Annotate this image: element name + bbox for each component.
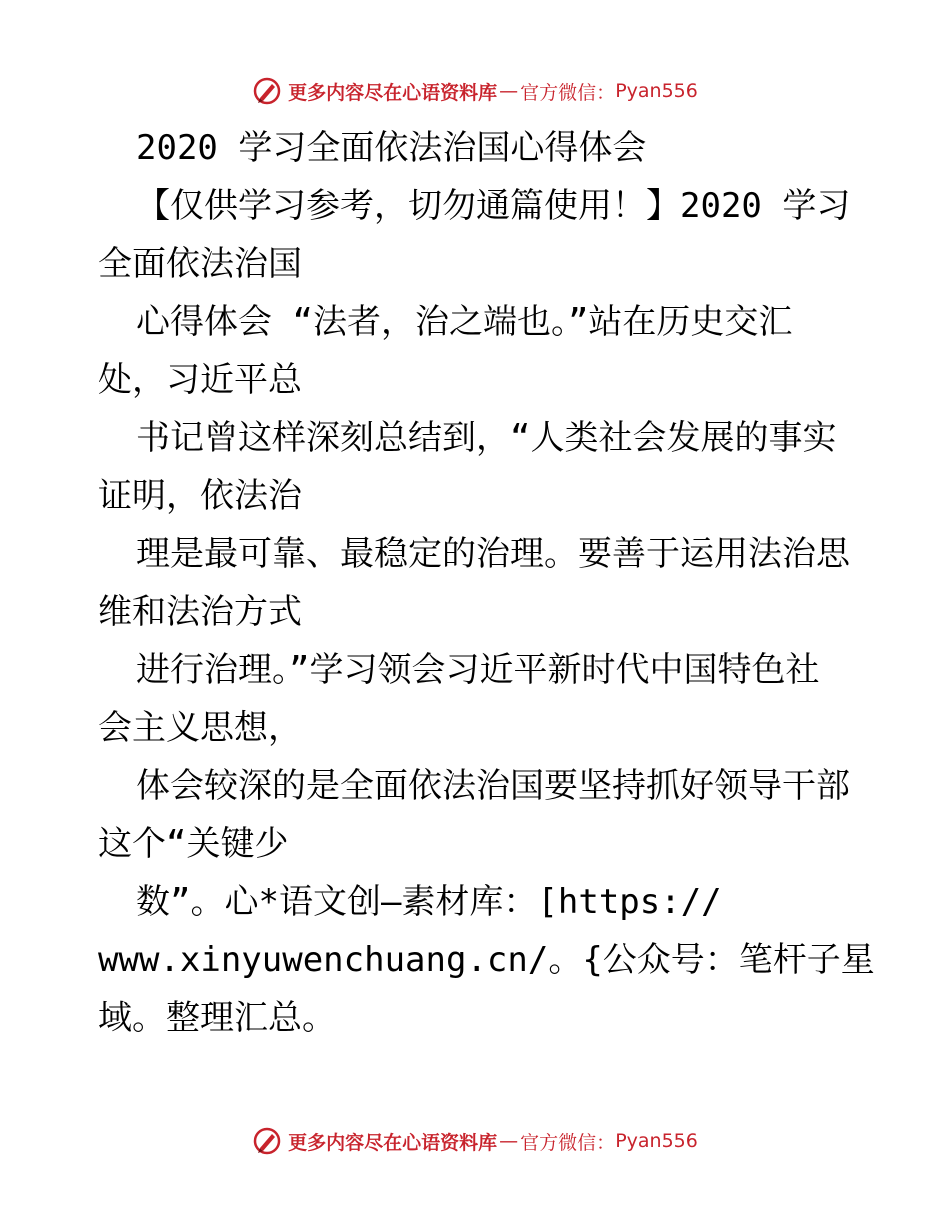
text-line: 体会较深的是全面依法治国要坚持抓好领导干部 — [136, 766, 850, 806]
banner-wechat-label: 官方微信： — [520, 1131, 616, 1154]
text-line: 全面依法治国 — [98, 244, 302, 284]
brand-logo-icon — [252, 1126, 282, 1156]
text-line: 处，习近平总 — [98, 360, 302, 400]
banner-separator: — — [499, 80, 519, 102]
text-line: 证明，依法治 — [98, 476, 302, 516]
header-banner — [0, 74, 950, 108]
text-line: 数”。心*语文创—素材库：[https:// — [136, 882, 722, 922]
text-line: 会主义思想， — [98, 708, 302, 748]
text-line: 书记曾这样深刻总结到，“人类社会发展的事实 — [136, 418, 837, 458]
footer-banner — [0, 1124, 950, 1158]
banner-wechat-id: Pyan556 — [615, 1130, 698, 1152]
text-line: 心得体会 “法者，治之端也。”站在历史交汇 — [136, 302, 793, 342]
document-title: 2020 学习全面依法治国心得体会 — [136, 128, 647, 168]
text-line: 域。整理汇总。 — [98, 998, 336, 1038]
text-line: 【仅供学习参考，切勿通篇使用！】2020 学习 — [136, 186, 851, 226]
text-line: 进行治理。”学习领会习近平新时代中国特色社 — [136, 650, 820, 690]
banner-separator: — — [499, 1130, 519, 1152]
text-line: 理是最可靠、最稳定的治理。要善于运用法治思 — [136, 534, 850, 574]
banner-wechat-label: 官方微信： — [520, 81, 616, 104]
banner-title: 更多内容尽在心语资料库 — [288, 81, 498, 104]
brand-logo-icon — [252, 76, 282, 106]
banner-title: 更多内容尽在心语资料库 — [288, 1131, 498, 1154]
text-line: www.xinyuwenchuang.cn/。{公众号：笔杆子星 — [98, 940, 875, 980]
banner-wechat-id: Pyan556 — [615, 80, 698, 102]
text-line: 维和法治方式 — [98, 592, 302, 632]
text-line: 这个“关键少 — [98, 824, 289, 864]
